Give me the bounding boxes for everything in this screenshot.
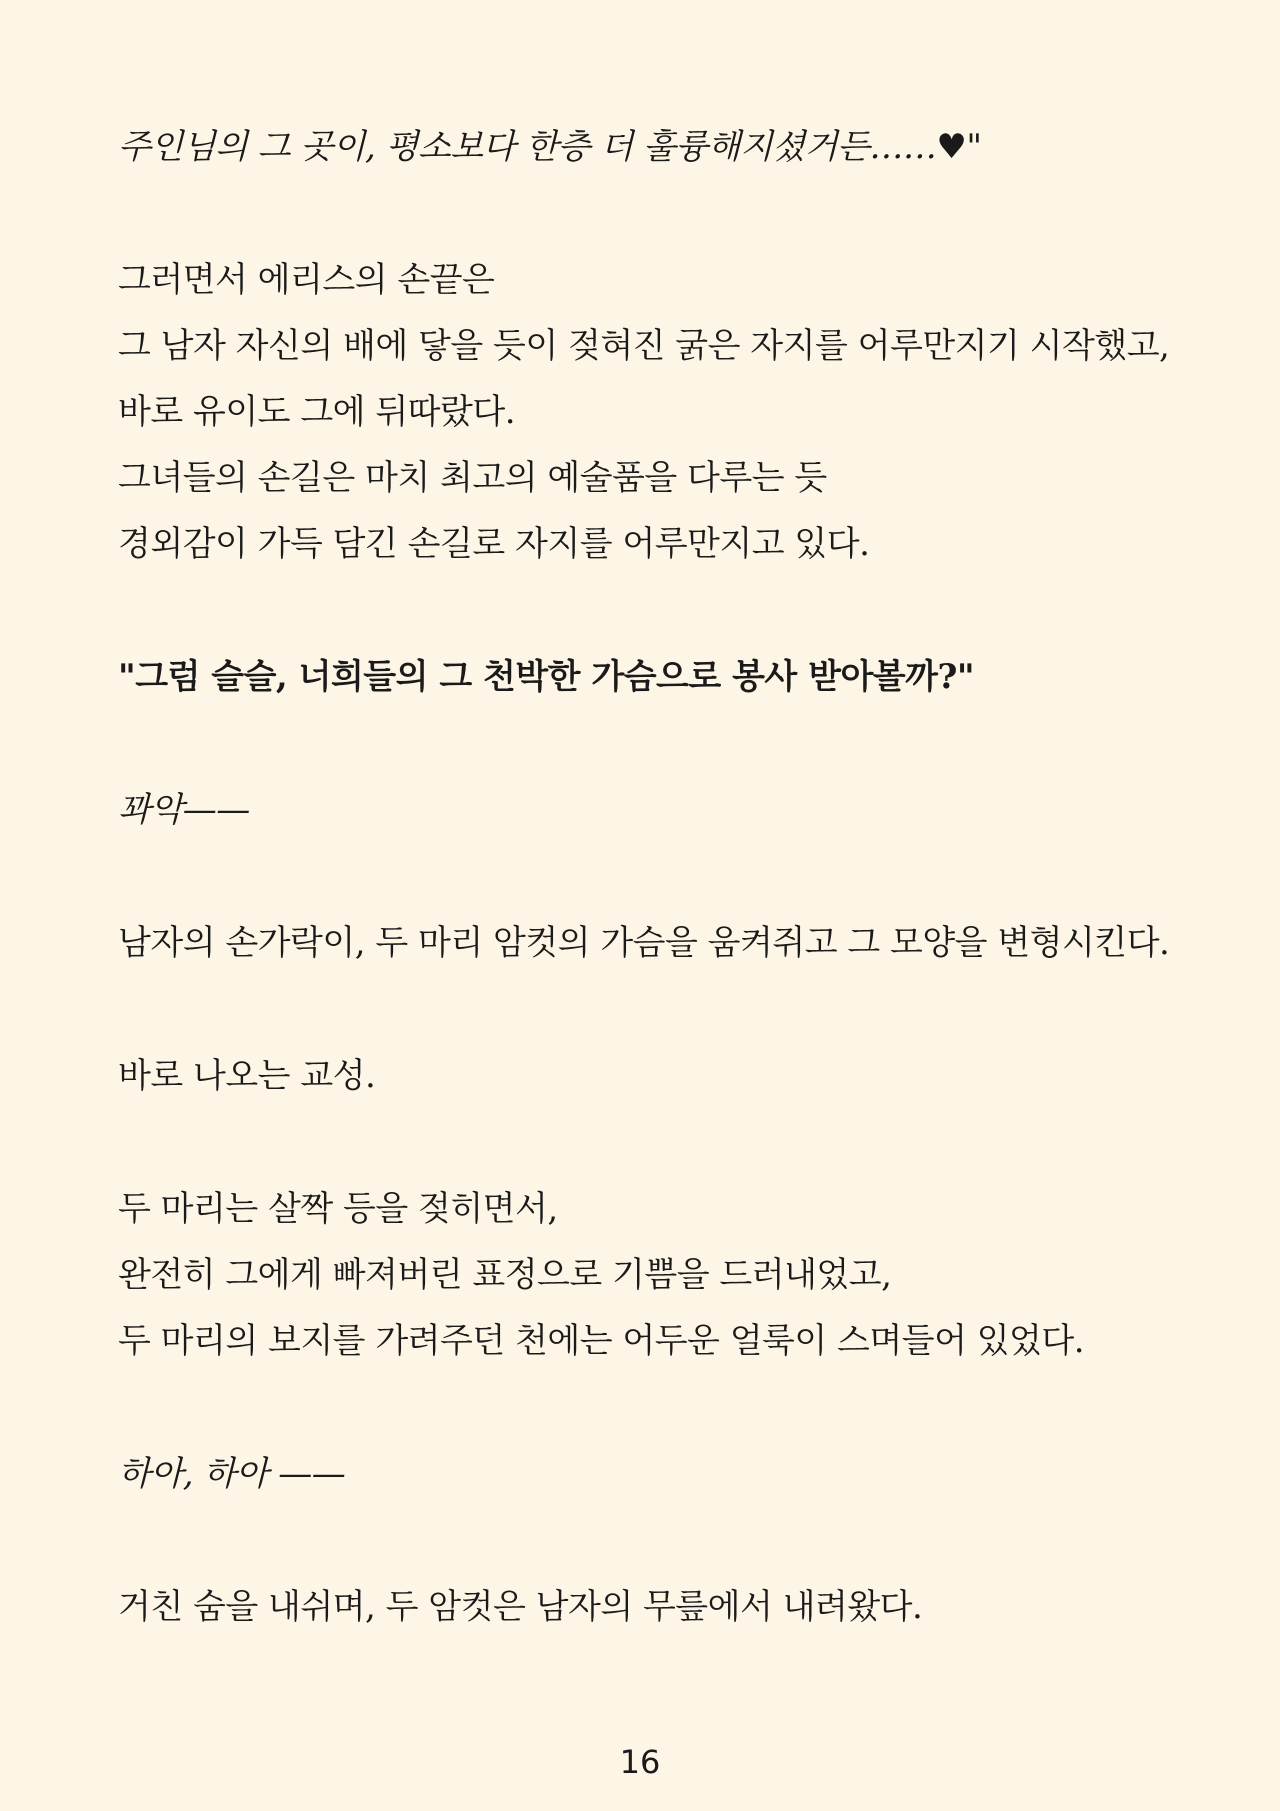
narration-line: 경외감이 가득 담긴 손길로 자지를 어루만지고 있다. bbox=[118, 524, 870, 564]
narration-line: 두 마리의 보지를 가려주던 천에는 어두운 얼룩이 스며들어 있었다. bbox=[118, 1321, 1085, 1361]
dialogue-line-bold: "그럼 슬슬, 너희들의 그 천박한 가슴으로 봉사 받아볼까?" bbox=[118, 657, 975, 697]
sound-effect: 하아, 하아 —— bbox=[118, 1454, 346, 1494]
narration-line: 바로 유이도 그에 뒤따랐다. bbox=[118, 392, 516, 432]
narration-line: 두 마리는 살짝 등을 젖히면서, bbox=[118, 1189, 558, 1229]
narration-line: 바로 나오는 교성. bbox=[118, 1056, 376, 1096]
narration-line: 그 남자 자신의 배에 닿을 듯이 젖혀진 굵은 자지를 어루만지기 시작했고, bbox=[118, 326, 1170, 366]
narration-line: 완전히 그에게 빠져버린 표정으로 기쁨을 드러내었고, bbox=[118, 1255, 892, 1295]
dialogue-line: 주인님의 그 곳이, 평소보다 한층 더 훌륭해지셨거든……♥" bbox=[118, 127, 982, 167]
narration-line: 거친 숨을 내쉬며, 두 암컷은 남자의 무릎에서 내려왔다. bbox=[118, 1587, 923, 1627]
sound-effect: 꽈악—— bbox=[118, 790, 250, 830]
narration-line: 그녀들의 손길은 마치 최고의 예술품을 다루는 듯 bbox=[118, 458, 827, 498]
page-number: 16 bbox=[619, 1743, 661, 1781]
narration-line: 그러면서 에리스의 손끝은 bbox=[118, 260, 495, 300]
narration-line: 남자의 손가락이, 두 마리 암컷의 가슴을 움켜쥐고 그 모양을 변형시킨다. bbox=[118, 923, 1170, 963]
